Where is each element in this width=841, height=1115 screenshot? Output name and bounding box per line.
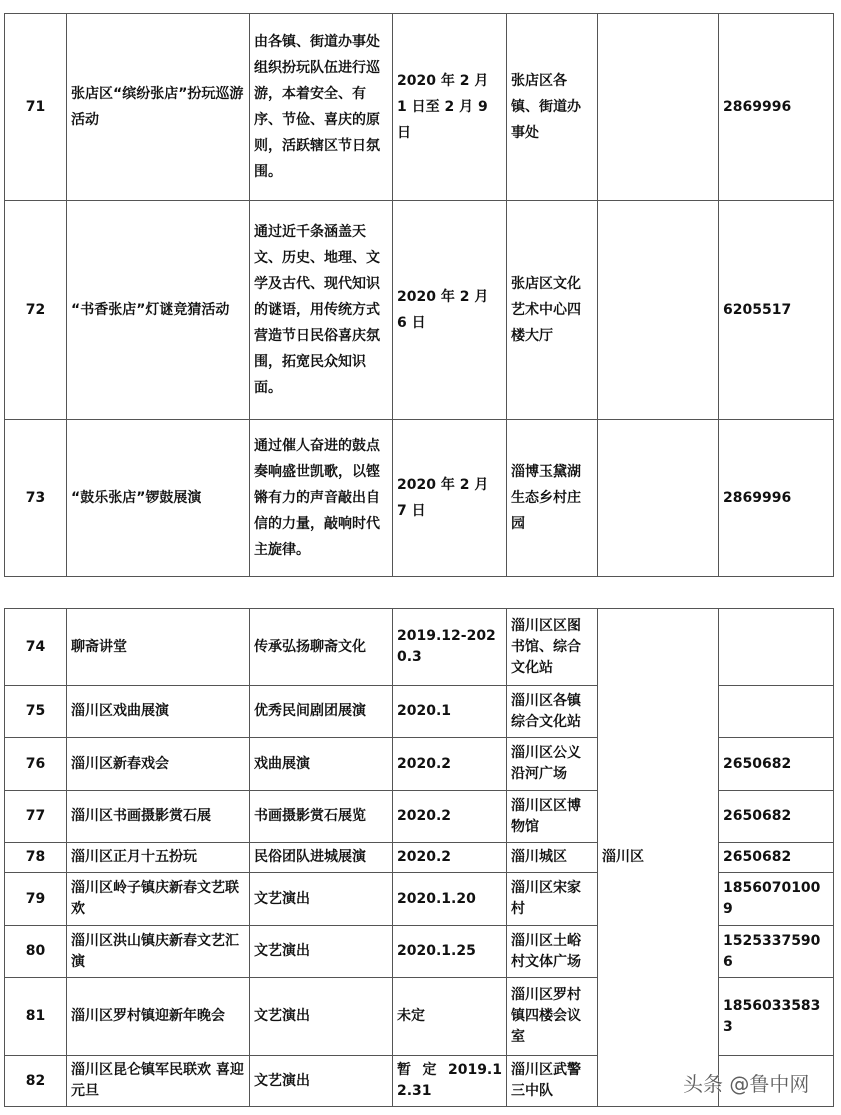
event-district	[598, 420, 719, 577]
events-table-zichuan	[4, 608, 834, 1107]
event-content: 由各镇、街道办事处组织扮玩队伍进行巡游，本着安全、有序、节俭、喜庆的原则，活跃辖区节日氛围。	[250, 14, 393, 201]
event-phone: 15253375906	[719, 926, 834, 978]
event-time: 2020.1	[393, 686, 507, 738]
event-phone: 6205517	[719, 201, 834, 420]
event-content: 优秀民间剧团展演	[250, 686, 393, 738]
event-phone: 18560335833	[719, 978, 834, 1056]
event-place: 淄川区区图书馆、综合文化站	[507, 609, 598, 686]
event-content: 文艺演出	[250, 978, 393, 1056]
row-number: 71	[5, 14, 67, 201]
event-content: 文艺演出	[250, 873, 393, 926]
event-name: 淄川区洪山镇庆新春文艺汇演	[67, 926, 250, 978]
event-place: 淄川区罗村镇四楼会议室	[507, 978, 598, 1056]
row-number: 81	[5, 978, 67, 1056]
source-watermark: 头条 @鲁中网	[683, 1072, 810, 1096]
event-place: 淄川区各镇综合文化站	[507, 686, 598, 738]
district-merged-cell: 淄川区	[598, 609, 719, 1107]
events-table-zhangdian	[4, 13, 834, 577]
row-number: 78	[5, 843, 67, 873]
event-content: 戏曲展演	[250, 738, 393, 791]
event-name: 淄川区岭子镇庆新春文艺联欢	[67, 873, 250, 926]
event-time: 2020.1.20	[393, 873, 507, 926]
event-phone: 2869996	[719, 420, 834, 577]
event-name: 淄川区正月十五扮玩	[67, 843, 250, 873]
row-number: 79	[5, 873, 67, 926]
event-name: 淄川区罗村镇迎新年晚会	[67, 978, 250, 1056]
event-district	[598, 14, 719, 201]
table-row	[5, 420, 834, 577]
event-phone	[719, 686, 834, 738]
event-place: 张店区文化艺术中心四楼大厅	[507, 201, 598, 420]
event-place: 张店区各镇、街道办事处	[507, 14, 598, 201]
row-number: 77	[5, 791, 67, 843]
row-number: 74	[5, 609, 67, 686]
row-number: 73	[5, 420, 67, 577]
event-phone	[719, 609, 834, 686]
table-row	[5, 201, 834, 420]
event-time: 2020.2	[393, 843, 507, 873]
event-time: 2020 年 2 月 1 日至 2 月 9 日	[393, 14, 507, 201]
row-number: 75	[5, 686, 67, 738]
event-place: 淄川区武警三中队	[507, 1056, 598, 1107]
event-content: 书画摄影赏石展览	[250, 791, 393, 843]
row-number: 80	[5, 926, 67, 978]
row-number: 76	[5, 738, 67, 791]
event-time: 2019.12-2020.3	[393, 609, 507, 686]
event-place: 淄川区区博物馆	[507, 791, 598, 843]
event-time: 暂 定 2019.12.31	[393, 1056, 507, 1107]
table-row	[5, 609, 834, 686]
event-phone: 18560701009	[719, 873, 834, 926]
event-place: 淄川区公义沿河广场	[507, 738, 598, 791]
row-number: 82	[5, 1056, 67, 1107]
event-time: 2020.1.25	[393, 926, 507, 978]
event-place: 淄川区宋家村	[507, 873, 598, 926]
event-place: 淄川城区	[507, 843, 598, 873]
event-name: 淄川区书画摄影赏石展	[67, 791, 250, 843]
event-place: 淄博玉黛湖生态乡村庄园	[507, 420, 598, 577]
event-name: 淄川区昆仑镇军民联欢 喜迎元旦	[67, 1056, 250, 1107]
event-content: 文艺演出	[250, 1056, 393, 1107]
event-time: 2020.2	[393, 791, 507, 843]
event-name: 淄川区戏曲展演	[67, 686, 250, 738]
event-name: “书香张店”灯谜竞猜活动	[67, 201, 250, 420]
event-phone: 2650682	[719, 791, 834, 843]
event-content: 通过催人奋进的鼓点奏响盛世凯歌，以铿锵有力的声音敲出自信的力量，敲响时代主旋律。	[250, 420, 393, 577]
event-name: 淄川区新春戏会	[67, 738, 250, 791]
event-district	[598, 201, 719, 420]
event-name: “鼓乐张店”锣鼓展演	[67, 420, 250, 577]
event-content: 传承弘扬聊斋文化	[250, 609, 393, 686]
event-name: 张店区“缤纷张店”扮玩巡游活动	[67, 14, 250, 201]
event-content: 通过近千条涵盖天文、历史、地理、文学及古代、现代知识的谜语，用传统方式营造节日民俗喜庆氛围，拓宽民众知识面。	[250, 201, 393, 420]
event-place: 淄川区土峪村文体广场	[507, 926, 598, 978]
row-number: 72	[5, 201, 67, 420]
event-time: 未定	[393, 978, 507, 1056]
event-content: 民俗团队进城展演	[250, 843, 393, 873]
event-phone: 2650682	[719, 843, 834, 873]
table-row	[5, 14, 834, 201]
event-content: 文艺演出	[250, 926, 393, 978]
event-time: 2020.2	[393, 738, 507, 791]
event-time: 2020 年 2 月 6 日	[393, 201, 507, 420]
event-name: 聊斋讲堂	[67, 609, 250, 686]
event-phone: 2869996	[719, 14, 834, 201]
event-time: 2020 年 2 月 7 日	[393, 420, 507, 577]
event-phone: 2650682	[719, 738, 834, 791]
